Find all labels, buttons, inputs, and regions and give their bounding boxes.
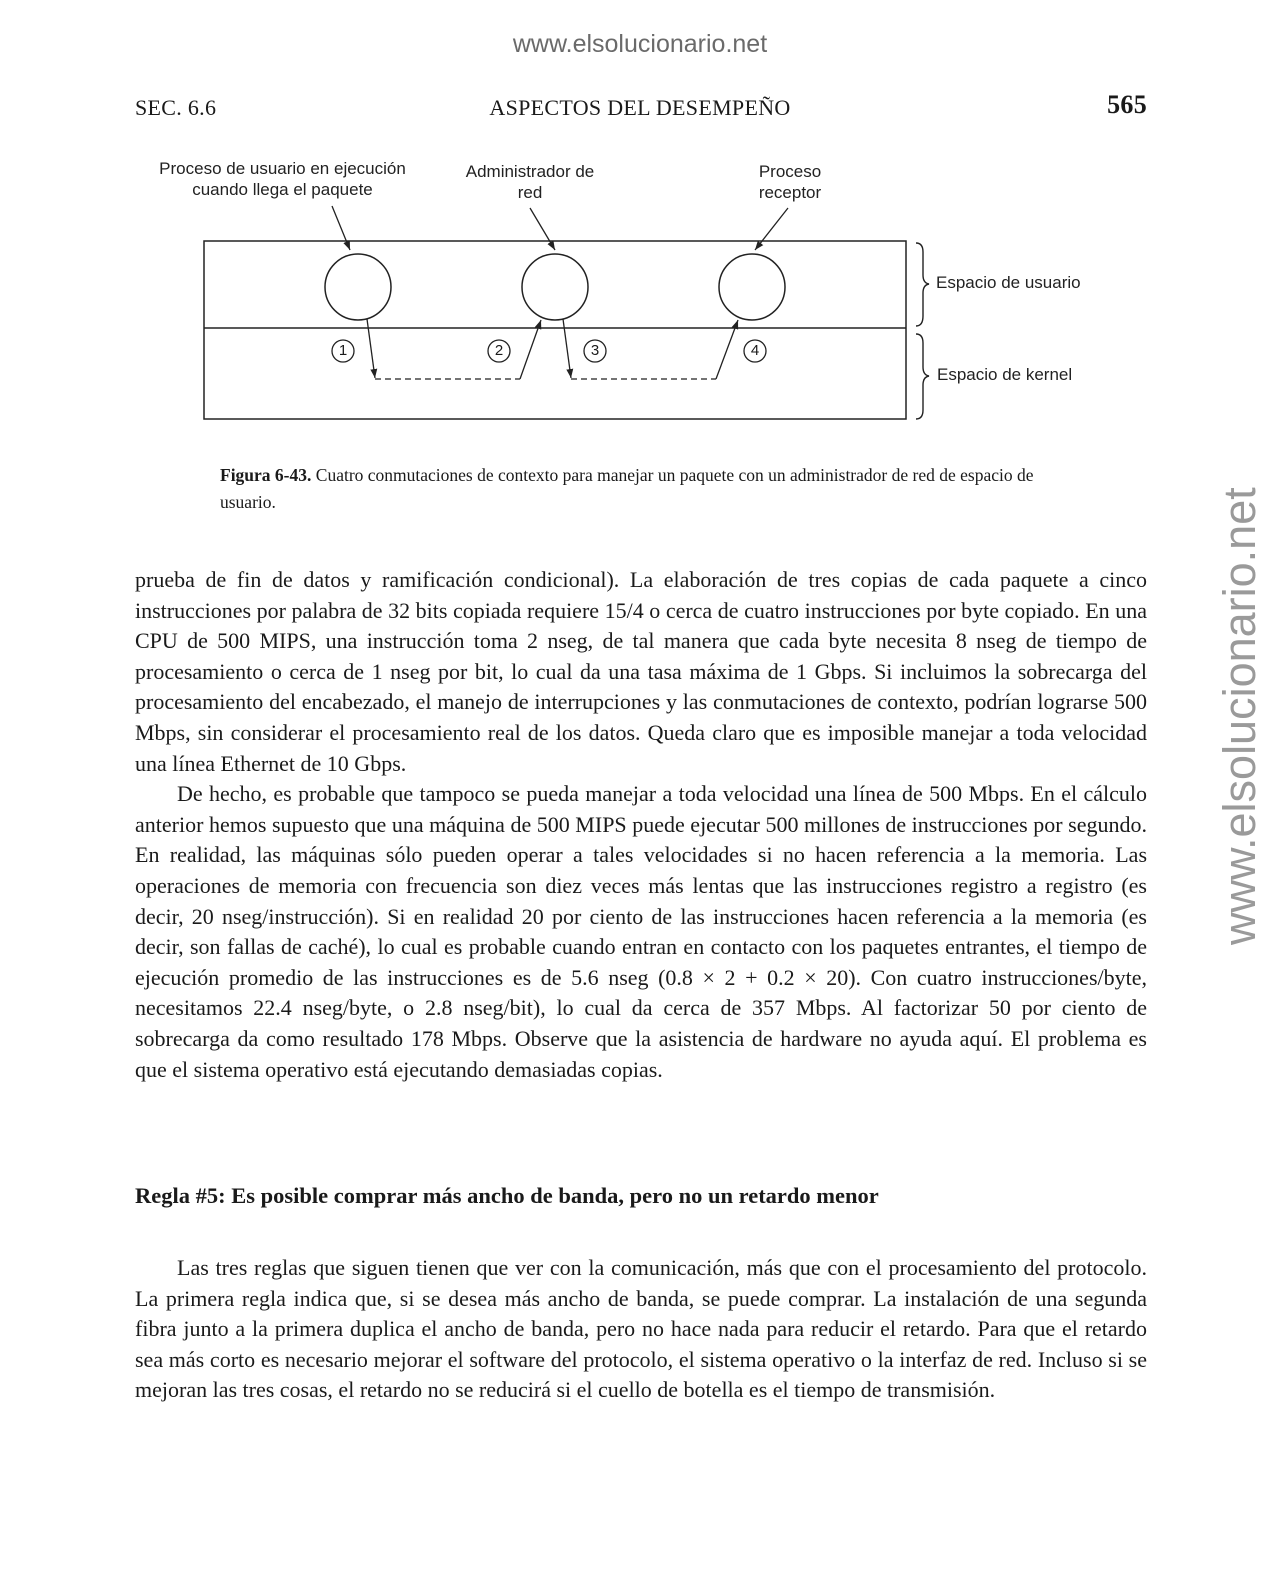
running-header-title: ASPECTOS DEL DESEMPEÑO <box>489 95 791 120</box>
caption-text: Cuatro conmutaciones de contexto para manejar un paquete con un administrador de red de espacio de usuario. <box>220 465 1034 512</box>
label-receiver: Proceso receptor <box>758 162 822 202</box>
body-section-2 <box>135 1253 1147 1406</box>
label-user-process: Proceso de usuario en ejecución cuando llega el paquete <box>159 159 406 199</box>
watermark-top: www.elsolucionario.net <box>512 30 768 58</box>
label-network-manager: Administrador de red <box>465 162 595 202</box>
kernel-space-brace <box>916 334 929 419</box>
network-manager-circle <box>522 254 588 320</box>
receiver-process-circle <box>719 254 785 320</box>
memory-box <box>204 241 906 419</box>
page-number: 565 <box>1107 90 1147 119</box>
caption-number: Figura 6-43. <box>220 465 312 485</box>
label-kernel-space: Espacio de kernel <box>937 365 1073 384</box>
paragraph-2: De hecho, es probable que tampoco se pueda manejar a toda velocidad una línea de 500 Mbps. En el cálculo anterior hemos supuesto que una máquina de 500 MIPS puede ejecutar 500 millones de instrucciones por segundo. En realidad, las máquinas sólo pueden operar a tales velocidades si no hacen referencia a la memoria. Las operaciones de memoria con frecuencia son diez veces más lentas que las instrucciones registro a registro (es decir, 20 nseg/instrucción). Si en realidad 20 por ciento de las instrucciones hacen referencia a la memoria (es decir, son fallas de caché), lo cual es probable cuando entran en contacto con los paquetes entrantes, el tiempo de ejecución promedio de las instrucciones es de 5.6 nseg (0.8 × 2 + 0.2 × 20). Con cuatro instrucciones/byte, necesitamos 22.4 nseg/byte, o 2.8 nseg/bit), lo cual da cerca de 357 Mbps. Al factorizar 50 por ciento de sobrecarga da como resultado 178 Mbps. Observe que la asistencia de hardware no ayuda aquí. El problema es que el sistema operativo está ejecutando demasiadas copias. <box>135 781 1147 1082</box>
running-header-section: SEC. 6.6 <box>135 95 217 120</box>
paragraph-1: prueba de fin de datos y ramificación condicional). La elaboración de tres copias de cada paquete a cinco instrucciones por palabra de 32 bits copiada requiere 15/4 o cerca de cuatro instrucciones por byte copiado. En una CPU de 500 MIPS, una instrucción toma 2 nseg, de tal manera que cada byte necesita 8 nseg de tiempo de procesamiento o cerca de 1 nseg por bit, lo cual da una tasa máxima de 1 Gbps. Si incluimos la sobrecarga del procesamiento del encabezado, el manejo de interrupciones y las conmutaciones de contexto, podrían lograrse 500 Mbps, sin considerar el procesamiento real de los datos. Queda claro que es imposible manejar a toda velocidad una línea Ethernet de 10 Gbps. <box>135 567 1147 776</box>
pointer-receiver <box>755 208 788 250</box>
watermark-side: www.elsolucionario.net <box>1214 487 1265 945</box>
step-1-number: 1 <box>338 342 348 359</box>
figure-caption <box>220 462 1080 516</box>
pointer-network-manager <box>530 208 555 250</box>
step-4-number: 4 <box>750 342 760 359</box>
paragraph-3: Las tres reglas que siguen tienen que ver con la comunicación, más que con el procesamiento del protocolo. La primera regla indica que, si se desea más ancho de banda, se puede comprar. La instalación de una segunda fibra junto a la primera duplica el ancho de banda, pero no hace nada para reducir el retardo. Para que el retardo sea más corto es necesario mejorar el software del protocolo, el sistema operativo o la interfaz de red. Incluso si se mejoran las tres cosas, el retardo no se reducirá si el cuello de botella es el tiempo de transmisión. <box>135 1255 1147 1403</box>
diagram <box>0 0 1280 540</box>
label-user-space: Espacio de usuario <box>936 273 1081 292</box>
body-section-1 <box>135 565 1147 1085</box>
user-process-circle <box>325 254 391 320</box>
step-3-number: 3 <box>590 342 600 359</box>
section-heading: Regla #5: Es posible comprar más ancho de banda, pero no un retardo menor <box>135 1183 879 1208</box>
pointer-user-process <box>332 206 350 250</box>
switch-4-arrow <box>716 320 738 379</box>
step-2-number: 2 <box>494 342 504 359</box>
switch-2-arrow <box>520 320 541 379</box>
figure-context-switches <box>0 0 1280 540</box>
user-space-brace <box>916 243 929 326</box>
